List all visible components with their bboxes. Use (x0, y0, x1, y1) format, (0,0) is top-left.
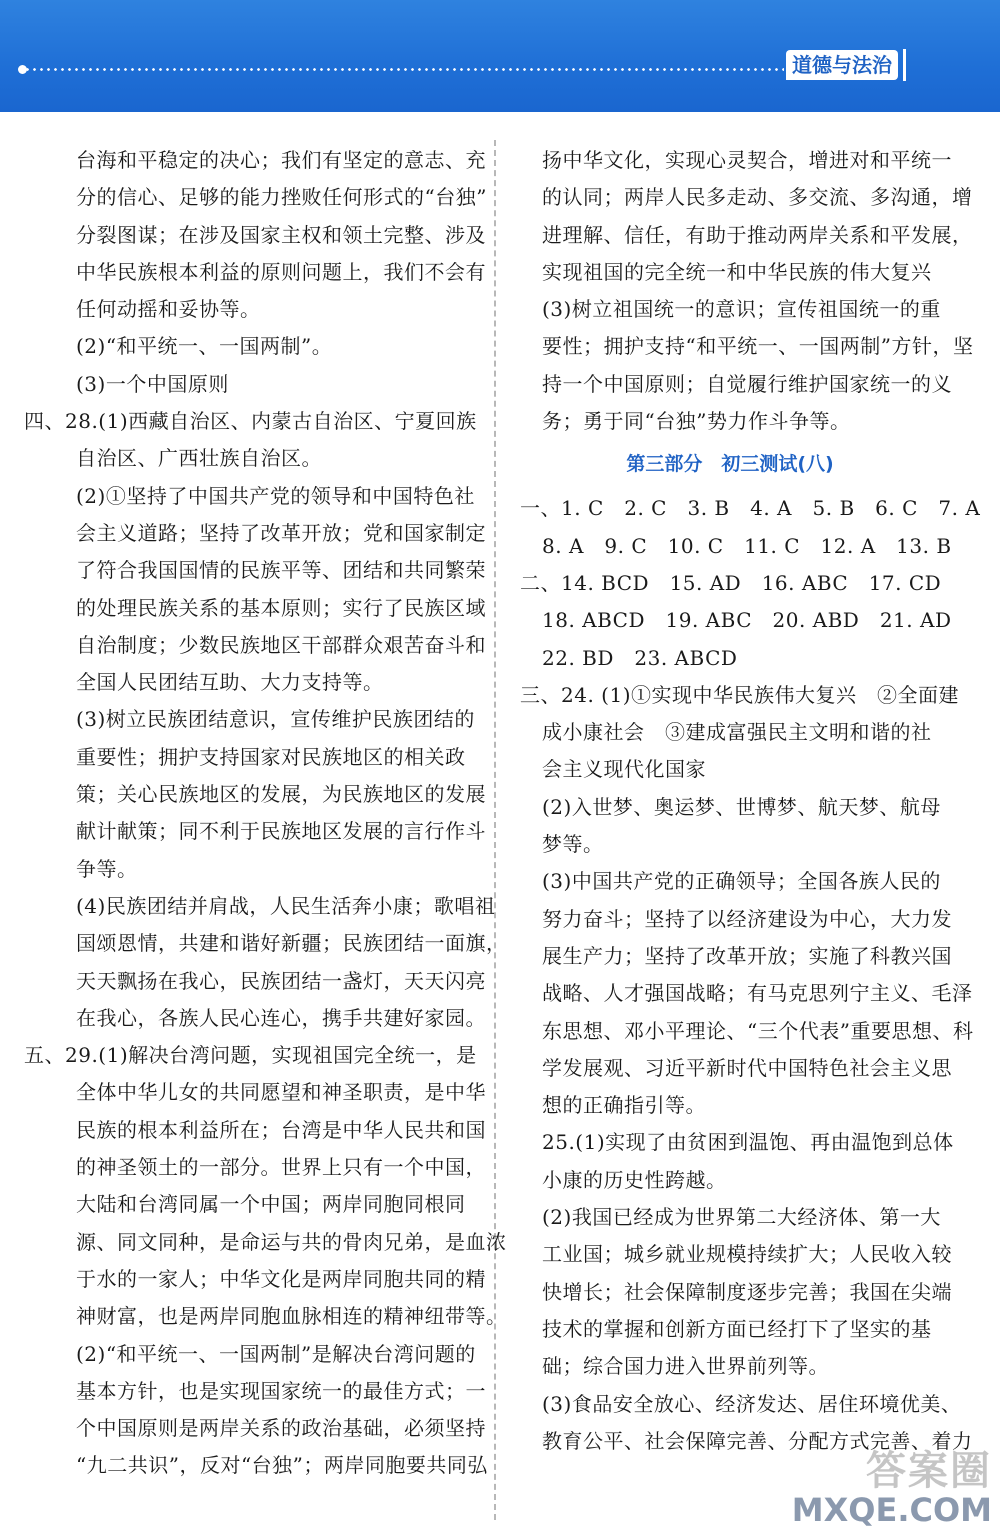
text-line: 要性；拥护支持“和平统一、一国两制”方针，坚 (542, 334, 974, 359)
text-line: 础；综合国力进入世界前列等。 (542, 1354, 829, 1379)
page-header (0, 0, 1000, 112)
text-line: 技术的掌握和创新方面已经打下了坚实的基 (542, 1316, 932, 1341)
text-line: 了符合我国国情的民族平等、团结和共同繁荣 (76, 558, 486, 583)
text-line: (2)“和平统一、一国两制”。 (76, 334, 333, 359)
text-line: 分裂图谋；在涉及国家主权和领土完整、涉及 (76, 222, 486, 247)
text-line: (2)①坚持了中国共产党的领导和中国特色社 (76, 483, 475, 508)
text-line: 持一个中国原则；自觉履行维护国家统一的义 (542, 371, 952, 396)
answer-line-mc-1: 一、1. C 2. C 3. B 4. A 5. B 6. C 7. A (520, 496, 981, 521)
text-line: 重要性；拥护支持国家对民族地区的相关政 (76, 744, 466, 769)
question-29-line: 五、29.(1)解决台湾问题，实现祖国完全统一，是 (24, 1043, 477, 1068)
text-line: 分的信心、足够的能力挫败任何形式的“台独” (76, 185, 487, 210)
text-line: 想的正确指引等。 (542, 1093, 706, 1118)
text-line: 进理解、信任，有助于推动两岸关系和平发展， (542, 222, 973, 247)
text-line: “九二共识”，反对“台独”；两岸同胞要共同弘 (76, 1453, 488, 1478)
text-line: (2)“和平统一、一国两制”是解决台湾问题的 (76, 1341, 476, 1366)
text-line: 学发展观、习近平新时代中国特色社会主义思 (542, 1055, 952, 1080)
question-24-line: 三、24. (1)①实现中华民族伟大复兴 ②全面建 (520, 682, 959, 707)
text-line: 争等。 (76, 856, 138, 881)
text-line: 小康的历史性跨越。 (542, 1167, 727, 1192)
text-line: 台海和平稳定的决心；我们有坚定的意志、充 (76, 148, 486, 172)
text-line: 中华民族根本利益的原则问题上，我们不会有 (76, 259, 486, 284)
text-line: (4)民族团结并肩战，人民生活奔小康；歌唱祖 (76, 893, 496, 918)
header-dotted-line (24, 68, 784, 71)
text-line: (2)入世梦、奥运梦、世博梦、航天梦、航母 (542, 794, 941, 819)
text-line: (3)树立民族团结意识，宣传维护民族团结的 (76, 707, 475, 732)
text-line: (3)食品安全放心、经济发达、居住环境优美、 (542, 1391, 962, 1416)
text-line: 会主义现代化国家 (542, 757, 706, 782)
header-bar-icon (903, 49, 906, 81)
text-line: 务；勇于同“台独”势力作斗争等。 (542, 409, 851, 434)
text-line: 会主义道路；坚持了改革开放；党和国家制定 (76, 520, 486, 545)
answer-line-mmc-3: 22. BD 23. ABCD (542, 645, 738, 670)
text-line: 自治制度；少数民族地区干部群众艰苦奋斗和 (76, 632, 486, 657)
text-line: 实现祖国的完全统一和中华民族的伟大复兴 (542, 259, 932, 284)
subject-label: 道德与法治 (786, 50, 898, 80)
text-line: 自治区、广西壮族自治区。 (76, 446, 322, 471)
text-line: 全国人民团结互助、大力支持等。 (76, 670, 384, 695)
right-column (520, 142, 981, 1460)
text-line: 天天飘扬在我心，民族团结一盏灯，天天闪亮 (76, 968, 486, 993)
text-line: (2)我国已经成为世界第二大经济体、第一大 (542, 1205, 941, 1230)
text-line: 源、同文同种，是命运与共的骨肉兄弟，是血浓 (76, 1229, 507, 1254)
text-line: (3)树立祖国统一的意识；宣传祖国统一的重 (542, 297, 941, 322)
text-line: 努力奋斗；坚持了以经济建设为中心，大力发 (542, 906, 952, 931)
text-line: 的处理民族关系的基本原则；实行了民族区域 (76, 595, 486, 620)
text-line: 梦等。 (542, 832, 604, 857)
text-line: 民族的根本利益所在；台湾是中华人民共和国 (76, 1117, 486, 1142)
text-line: 快增长；社会保障制度逐步完善；我国在尖端 (542, 1279, 952, 1304)
answer-line-mmc-2: 18. ABCD 19. ABC 20. ABD 21. AD (542, 608, 952, 633)
text-line: 展生产力；坚持了改革开放；实施了科教兴国 (542, 943, 952, 968)
question-28-line: 四、28.(1)西藏自治区、内蒙古自治区、宁夏回族 (24, 409, 477, 434)
text-line: 全体中华儿女的共同愿望和神圣职责，是中华 (76, 1080, 486, 1105)
text-line: 个中国原则是两岸关系的政治基础，必须坚持 (76, 1416, 486, 1441)
text-line: 在我心，各族人民心连心，携手共建好家园。 (76, 1005, 486, 1030)
text-line: 的神圣领土的一部分。世界上只有一个中国， (76, 1155, 486, 1180)
text-line: 任何动摇和妥协等。 (76, 297, 261, 322)
text-line: 教育公平、社会保障完善、分配方式完善、着力 (542, 1428, 973, 1453)
text-line: 大陆和台湾同属一个中国；两岸同胞同根同 (76, 1192, 466, 1217)
section-title: 第三部分 初三测试(八) (626, 453, 834, 476)
text-line: 的认同；两岸人民多走动、多交流、多沟通，增 (542, 185, 973, 210)
text-line: 基本方针，也是实现国家统一的最佳方式；一 (76, 1378, 486, 1403)
text-line: 献计献策；同不利于民族地区发展的言行作斗 (76, 819, 486, 844)
text-line: (3)一个中国原则 (76, 371, 229, 396)
text-line: 国颂恩情，共建和谐好新疆；民族团结一面旗， (76, 931, 507, 956)
text-line: 战略、人才强国战略；有马克思列宁主义、毛泽 (542, 981, 973, 1006)
text-line: 东思想、邓小平理论、“三个代表”重要思想、科 (542, 1018, 974, 1043)
text-line: 扬中华文化，实现心灵契合，增进对和平统一 (542, 148, 952, 172)
text-line: 于水的一家人；中华文化是两岸同胞共同的精 (76, 1266, 486, 1291)
watermark-bottom: MXQE.COM (791, 1491, 992, 1529)
text-line: (3)中国共产党的正确领导；全国各族人民的 (542, 869, 941, 894)
text-line: 策；关心民族地区的发展，为民族地区的发展 (76, 782, 486, 807)
watermark-top: 答案圈 (866, 1448, 992, 1494)
watermark (792, 1449, 992, 1527)
question-25-line: 25.(1)实现了由贫困到温饱、再由温饱到总体 (542, 1130, 954, 1155)
left-column (24, 142, 507, 1485)
answer-line-mmc-1: 二、14. BCD 15. AD 16. ABC 17. CD (520, 570, 942, 595)
answer-line-mc-2: 8. A 9. C 10. C 11. C 12. A 13. B (542, 533, 952, 558)
text-line: 成小康社会 ③建成富强民主文明和谐的社 (542, 720, 932, 745)
text-line: 神财富，也是两岸同胞血脉相连的精神纽带等。 (76, 1304, 507, 1329)
text-line: 工业国；城乡就业规模持续扩大；人民收入较 (542, 1242, 952, 1267)
